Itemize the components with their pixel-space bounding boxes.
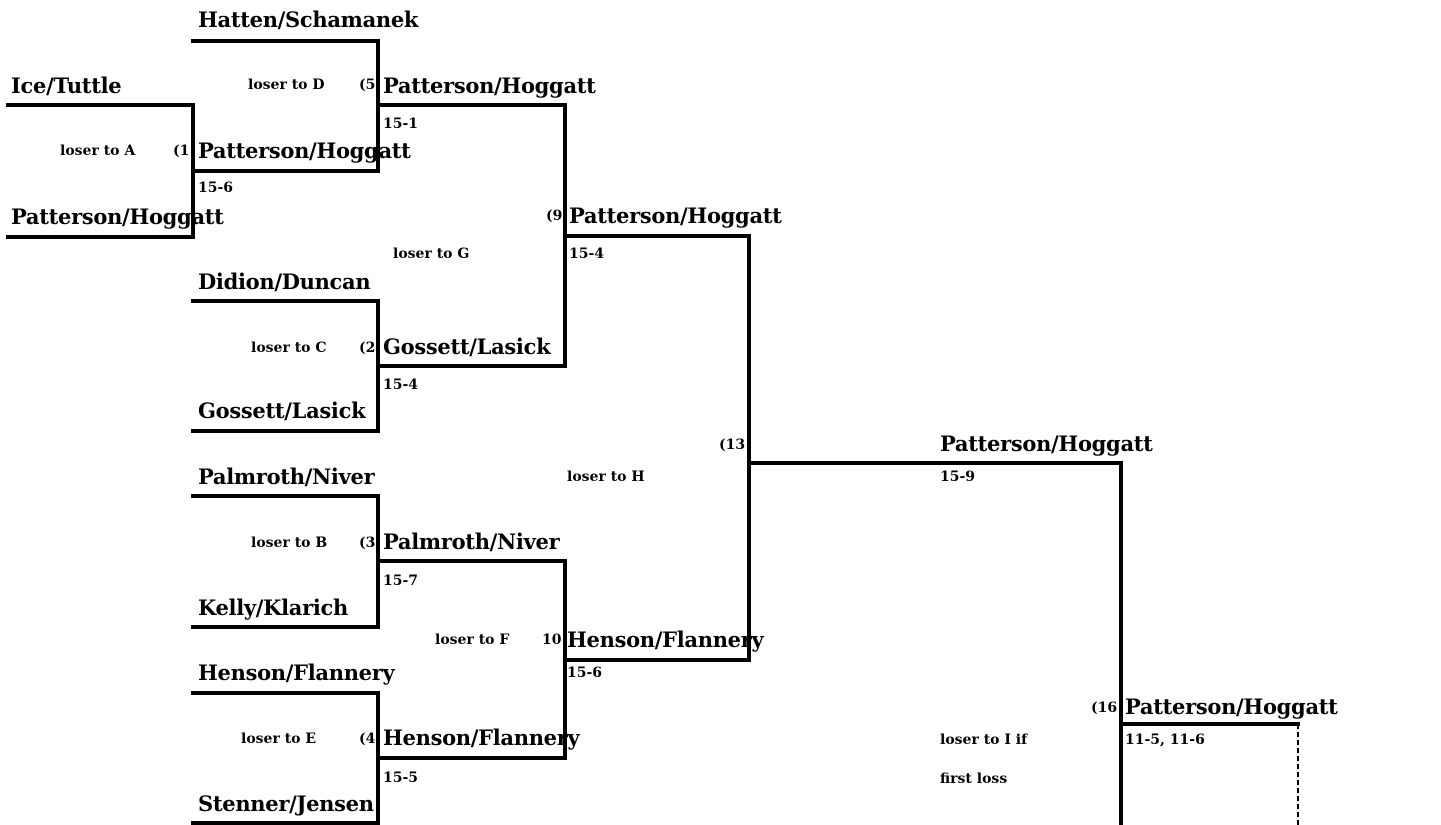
game-e-score: 15-5 xyxy=(383,770,419,786)
game-a-seed: (1 xyxy=(173,143,190,159)
game-d-seed: (5 xyxy=(359,77,376,93)
game-a-team2: Patterson/Hoggatt xyxy=(11,204,224,229)
game-b-winner: Palmroth/Niver xyxy=(383,529,560,554)
game-d-score: 15-1 xyxy=(383,116,419,132)
game-13-winner: Patterson/Hoggatt xyxy=(940,431,1153,456)
game-10-seed: 10 xyxy=(542,632,562,648)
game-a-score: 15-6 xyxy=(198,180,234,196)
game-a-winner: Patterson/Hoggatt xyxy=(198,138,411,163)
game-b-score: 15-7 xyxy=(383,573,419,589)
game-9-seed: (9 xyxy=(546,208,563,224)
game-a-team1: Ice/Tuttle xyxy=(11,73,122,98)
game-c-score: 15-4 xyxy=(383,377,419,393)
game-b-team1: Palmroth/Niver xyxy=(198,464,375,489)
game-10-winner: Henson/Flannery xyxy=(567,627,764,652)
game-d-winner: Patterson/Hoggatt xyxy=(383,73,596,98)
game-13-seed: (13 xyxy=(719,437,746,453)
game-a-note: loser to A xyxy=(60,143,136,159)
game-e-team1: Henson/Flannery xyxy=(198,660,395,685)
game-16-seed: (16 xyxy=(1091,700,1118,716)
game-16-note-line2: first loss xyxy=(940,771,1008,787)
game-9-score: 15-4 xyxy=(569,246,605,262)
game-d-team1: Hatten/Schamanek xyxy=(198,7,419,32)
game-13-note: loser to H xyxy=(567,469,645,485)
game-c-team1: Didion/Duncan xyxy=(198,269,371,294)
game-c-winner: Gossett/Lasick xyxy=(383,334,551,359)
game-c-note: loser to C xyxy=(251,340,327,356)
game-9-winner: Patterson/Hoggatt xyxy=(569,203,782,228)
game-16-score: 11-5, 11-6 xyxy=(1125,732,1205,748)
game-d-note: loser to D xyxy=(248,77,325,93)
game-16-note-line1: loser to I if xyxy=(940,732,1028,748)
game-b-seed: (3 xyxy=(359,535,376,551)
game-e-winner: Henson/Flannery xyxy=(383,725,580,750)
game-c-team2: Gossett/Lasick xyxy=(198,398,366,423)
game-b-team2: Kelly/Klarich xyxy=(198,595,349,620)
game-10-note: loser to F xyxy=(435,632,510,648)
game-b-note: loser to B xyxy=(251,535,328,551)
game-13-score: 15-9 xyxy=(940,469,976,485)
game-c-seed: (2 xyxy=(359,340,376,356)
game-e-seed: (4 xyxy=(359,731,376,747)
game-10-score: 15-6 xyxy=(567,665,603,681)
game-e-team2: Stenner/Jensen xyxy=(198,791,374,816)
game-9-note: loser to G xyxy=(393,246,470,262)
game-16-winner: Patterson/Hoggatt xyxy=(1125,694,1338,719)
game-e-note: loser to E xyxy=(241,731,317,747)
